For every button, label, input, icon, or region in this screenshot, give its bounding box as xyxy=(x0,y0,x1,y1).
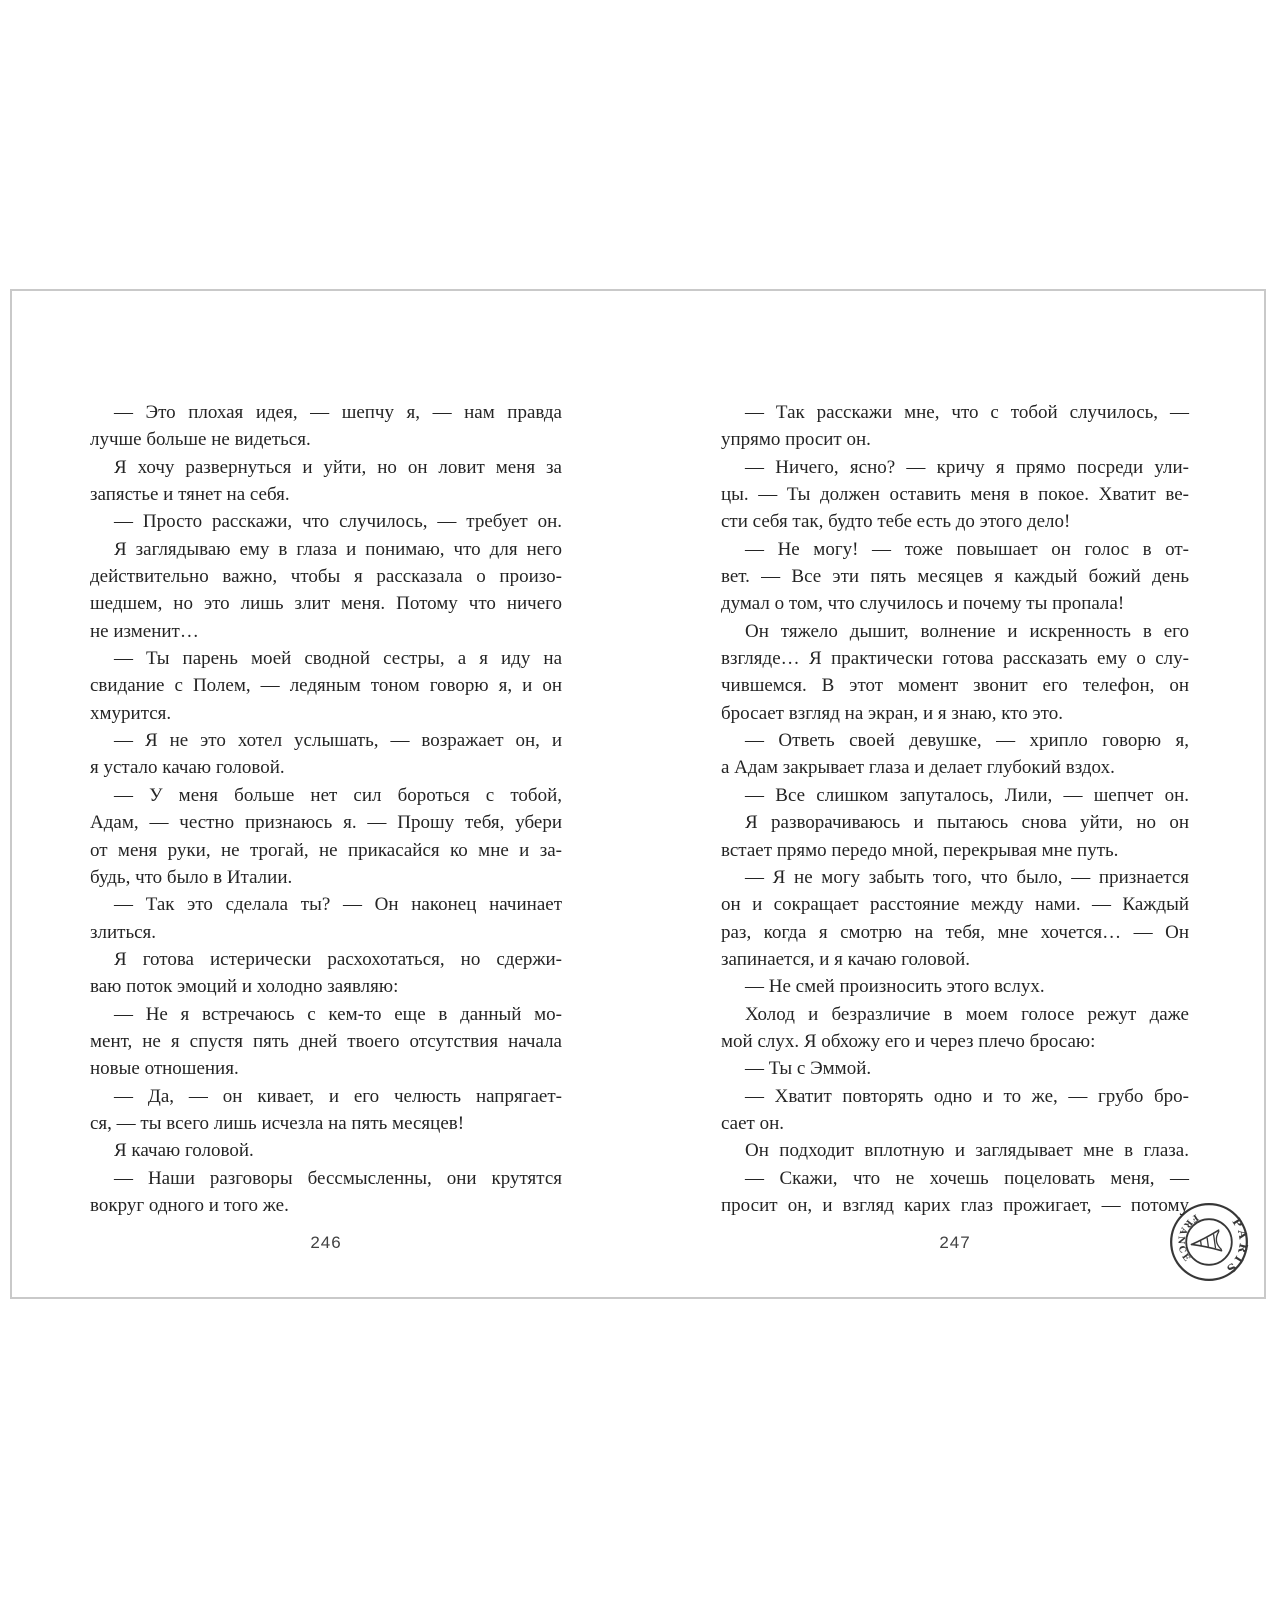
text-line: а Адам закрывает глаза и делает глубокий вздох. xyxy=(721,757,1115,779)
text-line: раз, когда я смотрю на тебя, мне хочется… — Он xyxy=(721,921,1189,943)
text-line: от меня руки, не трогай, не прикасайся ко мне и за- xyxy=(90,839,562,861)
text-line: — Ты парень моей сводной сестры, а я иду на xyxy=(114,648,562,670)
text-line: — У меня больше нет сил бороться с тобой, xyxy=(114,784,562,806)
text-line: ся, — ты всего лишь исчезла на пять месяцев! xyxy=(90,1112,465,1134)
text-line: лучше больше не видеться. xyxy=(90,429,311,451)
text-line: Холод и безразличие в моем голосе режут даже xyxy=(745,1003,1189,1025)
text-line: — Не могу! — тоже повышает он голос в от- xyxy=(745,538,1189,560)
text-line: действительно важно, чтобы я рассказала о произо- xyxy=(90,566,562,588)
text-line: будь, что было в Италии. xyxy=(90,866,293,888)
text-line: — Не я встречаюсь с кем-то еще в данный мо- xyxy=(114,1003,562,1025)
stamp-inner-ring xyxy=(1186,1219,1232,1265)
text-line: — Да, — он кивает, и его челюсть напрягает- xyxy=(114,1085,562,1107)
text-line: Я заглядываю ему в глаза и понимаю, что для него xyxy=(114,538,562,560)
text-line: — Наши разговоры бессмысленны, они крутятся xyxy=(114,1167,562,1189)
text-line: свидание с Полем, — ледяным тоном говорю я, и он xyxy=(90,675,562,697)
left-page-text xyxy=(90,399,562,1219)
text-line: не изменит… xyxy=(90,620,199,642)
text-line: злиться. xyxy=(90,921,157,943)
text-line: Он тяжело дышит, волнение и искренность в его xyxy=(745,620,1189,642)
text-line: чившемся. В этот момент звонит его телефон, он xyxy=(721,675,1189,697)
text-line: взгляде… Я практически готова рассказать ему о слу- xyxy=(721,648,1189,670)
right-page-number: 247 xyxy=(939,1233,971,1252)
text-line: Я хочу развернуться и уйти, но он ловит меня за xyxy=(114,456,562,478)
text-line: — Не смей произносить этого вслух. xyxy=(745,976,1045,998)
text-line: — Просто расскажи, что случилось, — требует он. xyxy=(114,511,562,533)
text-line: он и сокращает расстояние между нами. — Каждый xyxy=(721,894,1189,916)
text-line: хмурится. xyxy=(90,702,172,724)
text-line: — Хватит повторять одно и то же, — грубо бро- xyxy=(745,1085,1189,1107)
text-line: — Ничего, ясно? — кричу я прямо посреди ули- xyxy=(745,456,1189,478)
text-line: — Я не могу забыть того, что было, — признается xyxy=(745,866,1189,888)
text-line: я устало качаю головой. xyxy=(90,757,285,779)
stamp-text-paris: PARIS xyxy=(1221,1215,1251,1279)
left-page-number: 246 xyxy=(310,1233,342,1252)
right-page-text xyxy=(721,399,1189,1219)
text-line: — Так расскажи мне, что с тобой случилось, — xyxy=(745,402,1189,423)
text-line: новые отношения. xyxy=(90,1058,239,1080)
text-line: шедшем, но это лишь злит меня. Потому что ничего xyxy=(90,593,562,615)
text-line: — Скажи, что не хочешь поцеловать меня, — xyxy=(745,1167,1189,1189)
text-line: запястье и тянет на себя. xyxy=(90,484,290,506)
text-line: просит он, и взгляд карих глаз прожигает, — потому xyxy=(721,1194,1189,1216)
text-line: мент, не я спустя пять дней твоего отсутствия начала xyxy=(90,1030,562,1052)
text-line: — Все слишком запуталось, Лили, — шепчет он. xyxy=(745,784,1189,806)
text-line: сает он. xyxy=(721,1112,785,1134)
text-line: вокруг одного и того же. xyxy=(90,1194,289,1216)
text-line: цы. — Ты должен оставить меня в покое. Хватит ве- xyxy=(721,484,1189,506)
text-line: — Ты с Эммой. xyxy=(745,1058,872,1080)
eiffel-tower-icon xyxy=(1190,1230,1221,1254)
text-line: Он подходит вплотную и заглядывает мне в глаза. xyxy=(745,1140,1189,1162)
text-line: мой слух. Я обхожу его и через плечо бросаю: xyxy=(721,1030,1096,1052)
text-line: запинается, и я качаю головой. xyxy=(721,948,971,970)
text-line: — Ответь своей девушке, — хрипло говорю я, xyxy=(745,730,1189,752)
text-line: бросает взгляд на экран, и я знаю, кто это. xyxy=(721,702,1063,724)
text-line: — Я не это хотел услышать, — возражает он, и xyxy=(114,730,562,752)
text-line: встает прямо передо мной, перекрывая мне путь. xyxy=(721,839,1119,861)
text-line: упрямо просит он. xyxy=(721,429,871,451)
text-line: ваю поток эмоций и холодно заявляю: xyxy=(90,976,399,998)
text-line: — Это плохая идея, — шепчу я, — нам правда xyxy=(114,402,562,423)
text-line: Я готова истерически расхохотаться, но сдержи- xyxy=(114,948,562,970)
text-line: Адам, — честно признаюсь я. — Прошу тебя, убери xyxy=(90,812,562,834)
paris-postmark-stamp xyxy=(1166,1199,1252,1285)
text-line: — Так это сделала ты? — Он наконец начинает xyxy=(114,894,562,916)
text-line: думал о том, что случилось и почему ты пропала! xyxy=(721,593,1125,615)
text-line: Я качаю головой. xyxy=(114,1140,254,1162)
text-line: Я разворачиваюсь и пытаюсь снова уйти, но он xyxy=(745,812,1189,834)
text-line: сти себя так, будто тебе есть до этого дело! xyxy=(721,511,1071,533)
stamp-text-france: FRANCE xyxy=(1175,1211,1200,1266)
text-line: вет. — Все эти пять месяцев я каждый божий день xyxy=(721,566,1189,588)
